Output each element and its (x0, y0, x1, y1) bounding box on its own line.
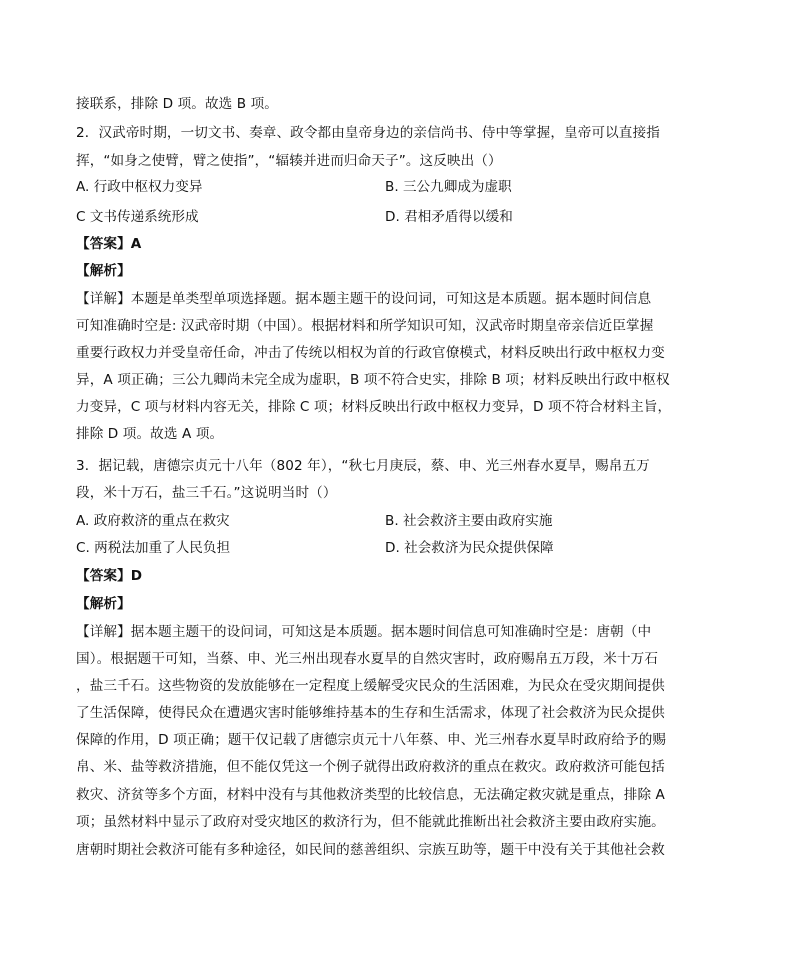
question-3-detail-line: 【详解】据本题主题干的设问词，可知这是本质题。据本题时间信息可知准确时空是：唐朝（中 (76, 624, 652, 640)
question-3-option-c: C. 两税法加重了人民负担 (76, 540, 231, 556)
question-2-detail-line: 排除 D 项。故选 A 项。 (76, 426, 224, 442)
question-3-detail-line: 唐朝时期社会救济可能有多种途径，如民间的慈善组织、宗族互助等，题干中没有关于其他社会救 (76, 842, 665, 858)
question-3-option-d: D. 社会救济为民众提供保障 (385, 540, 554, 556)
question-3-detail-line: 救灾、济贫等多个方面，材料中没有与其他救济类型的比较信息，无法确定救灾就是重点，排除 A (76, 787, 665, 803)
question-2-detail-line: 重要行政权力并受皇帝任命，冲击了传统以相权为首的行政官僚模式，材料反映出行政中枢权力变 (76, 345, 665, 361)
text-line: 接联系，排除 D 项。故选 B 项。 (76, 96, 279, 112)
question-2-analysis-label: 【解析】 (76, 263, 131, 279)
question-3-detail-line: 国）。根据题干可知，当蔡、申、光三州出现春水夏旱的自然灾害时，政府赐帛五万段，米十万石 (76, 651, 659, 667)
question-3-stem-line-2: 段，米十万石，盐三千石。”这说明当时（） (76, 485, 337, 501)
question-2-option-d: D. 君相矛盾得以缓和 (385, 209, 513, 225)
question-2-stem-line-1: 2．汉武帝时期，一切文书、奏章、政令都由皇帝身边的亲信尚书、侍中等掌握，皇帝可以直接指 (76, 125, 660, 141)
question-3-analysis-label: 【解析】 (76, 596, 131, 612)
question-2-stem-line-2: 挥，“如身之使臂，臂之使指”，“辐辏并进而归命天子”。这反映出（） (76, 153, 502, 169)
question-3-option-b: B. 社会救济主要由政府实施 (385, 513, 553, 529)
question-3-detail-line: ，盐三千石。这些物资的发放能够在一定程度上缓解受灾民众的生活困难，为民众在受灾期间提供 (76, 678, 665, 694)
question-2-detail-line: 【详解】本题是单类型单项选择题。据本题主题干的设问词，可知这是本质题。据本题时间信息 (76, 291, 652, 307)
question-3-detail-line: 了生活保障，使得民众在遭遇灾害时能够维持基本的生存和生活需求，体现了社会救济为民众提供 (76, 705, 665, 721)
question-3-stem-line-1: 3．据记载，唐德宗贞元十八年（802 年），“秋七月庚辰，蔡、申、光三州春水夏旱，赐帛五万 (76, 458, 650, 474)
question-2-option-a: A. 行政中枢权力变异 (76, 179, 203, 195)
question-2-answer: 【答案】A (76, 236, 142, 252)
question-2-detail-line: 力变异，C 项与材料内容无关，排除 C 项；材料反映出行政中枢权力变异，D 项不符合材料主旨， (76, 399, 672, 415)
question-3-detail-line: 项；虽然材料中显示了政府对受灾地区的救济行为，但不能就此推断出社会救济主要由政府实施。 (76, 814, 665, 830)
question-3-option-a: A. 政府救济的重点在救灾 (76, 513, 230, 529)
question-2-option-b: B. 三公九卿成为虚职 (385, 179, 512, 195)
question-3-answer: 【答案】D (76, 568, 143, 584)
question-2-option-c: C 文书传递系统形成 (76, 209, 199, 225)
question-3-detail-line: 保障的作用，D 项正确；题干仅记载了唐德宗贞元十八年蔡、申、光三州春水夏旱时政府给予的赐 (76, 732, 667, 748)
question-2-detail-line: 异，A 项正确；三公九卿尚未完全成为虚职，B 项不符合史实，排除 B 项；材料反映出行政中枢权 (76, 372, 670, 388)
question-2-detail-line: 可知准确时空是: 汉武帝时期（中国）。根据材料和所学知识可知，汉武帝时期皇帝亲信近臣掌握 (76, 318, 654, 334)
question-3-detail-line: 帛、米、盐等救济措施，但不能仅凭这一个例子就得出政府救济的重点在救灾。政府救济可能包括 (76, 759, 665, 775)
